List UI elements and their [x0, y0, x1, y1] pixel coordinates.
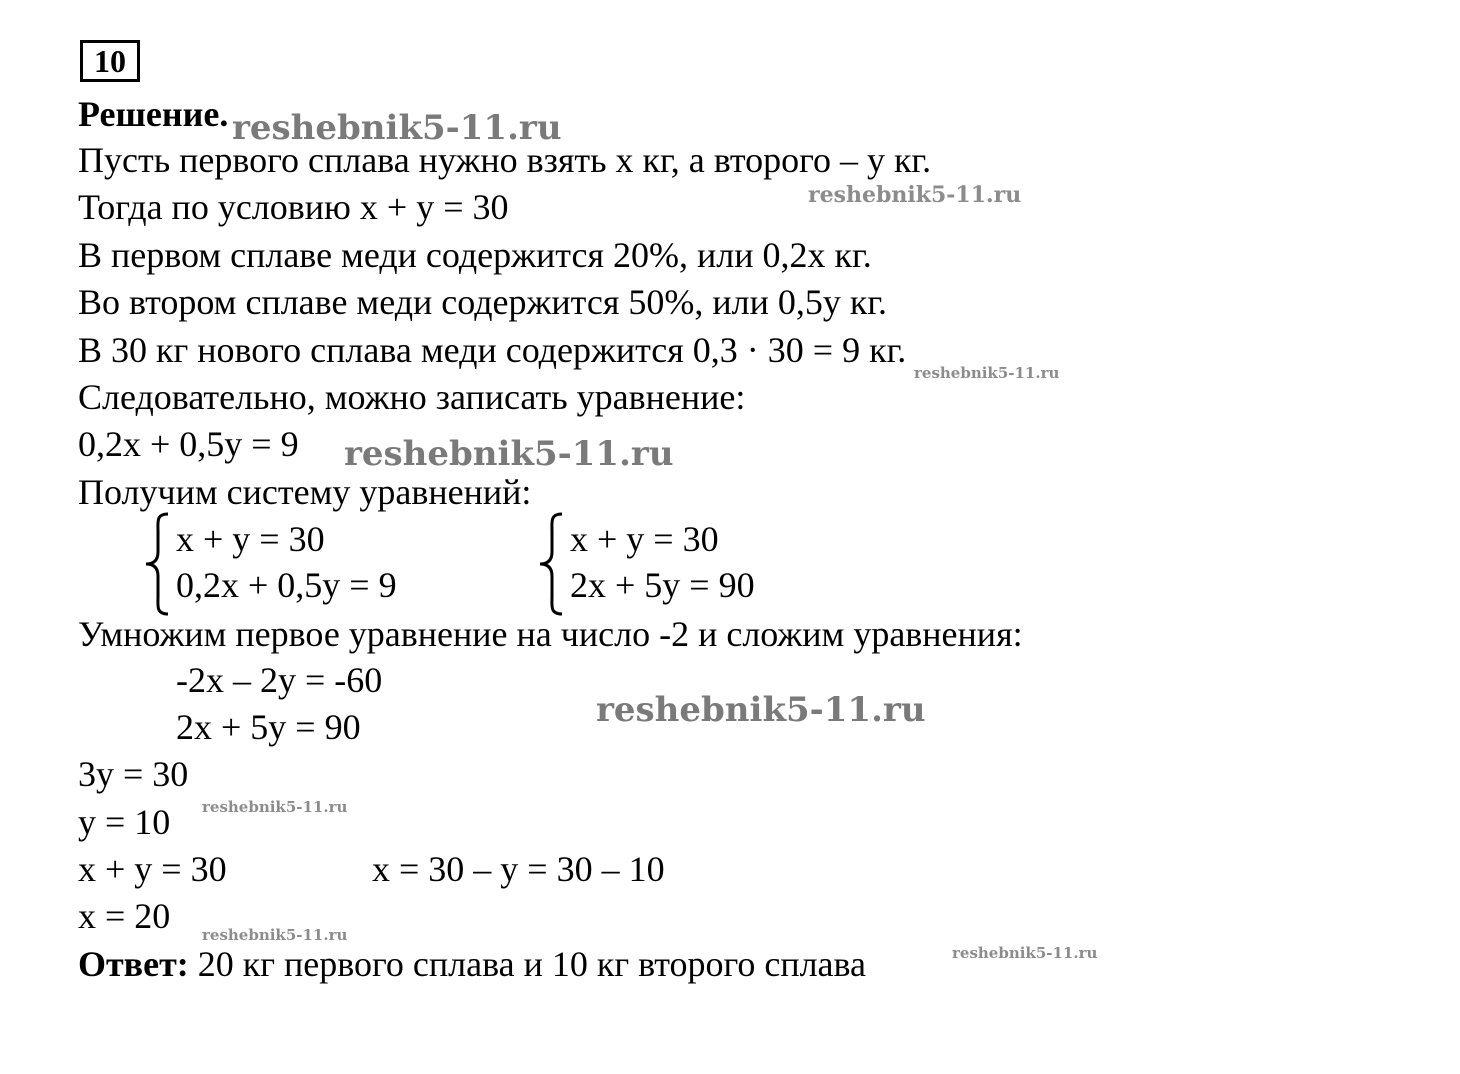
system-left-eq-2: 0,2х + 0,5у = 9 — [176, 565, 397, 605]
text-line-3: В первом сплаве меди содержится 20%, или 0,2х кг. — [78, 235, 872, 275]
watermark: reshebnik5-11.ru — [344, 434, 674, 474]
x-line-a: x + y = 30 — [78, 849, 227, 889]
right-brace-icon — [536, 512, 566, 616]
x-result: x = 20 — [78, 896, 171, 936]
watermark: reshebnik5-11.ru — [596, 690, 926, 730]
watermark: reshebnik5-11.ru — [232, 108, 562, 148]
answer-line — [78, 942, 866, 986]
text-line-4: Во втором сплаве меди содержится 50%, или 0,5у кг. — [78, 282, 888, 322]
left-brace-icon — [142, 512, 172, 616]
watermark: reshebnik5-11.ru — [914, 364, 1060, 382]
sum-line-1: -2х – 2у = -60 — [176, 660, 383, 700]
text-line-6: Следовательно, можно записать уравнение: — [78, 377, 746, 417]
text-line-5: В 30 кг нового сплава меди содержится 0,3 · 30 = 9 кг. — [78, 330, 907, 370]
x-line-b: x = 30 – y = 30 – 10 — [372, 849, 665, 889]
system-right-eq-2: 2х + 5у = 90 — [570, 565, 755, 605]
sum-line-2: 2х + 5у = 90 — [176, 707, 361, 747]
watermark: reshebnik5-11.ru — [808, 182, 1022, 208]
result-line-1: 3у = 30 — [78, 754, 189, 794]
system-right-eq-1: x + y = 30 — [570, 519, 719, 559]
solution-heading: Решение. — [78, 94, 229, 134]
result-line-2: у = 10 — [78, 802, 171, 842]
answer-label: Ответ: — [78, 944, 189, 984]
text-line-1: Пусть первого сплава нужно взять x кг, а второго – у кг. — [78, 140, 932, 180]
watermark: reshebnik5-11.ru — [952, 944, 1098, 962]
system-left-eq-1: x + y = 30 — [176, 519, 325, 559]
text-line-2: Тогда по условию x + y = 30 — [78, 187, 509, 227]
multiply-line: Умножим первое уравнение на число -2 и сложим уравнения: — [78, 614, 1023, 654]
system-right — [570, 516, 755, 608]
text-line-8: Получим систему уравнений: — [78, 472, 532, 512]
system-left — [176, 516, 397, 608]
answer-text: 20 кг первого сплава и 10 кг второго сплава — [197, 944, 867, 984]
text-line-7: 0,2х + 0,5у = 9 — [78, 424, 299, 464]
watermark: reshebnik5-11.ru — [202, 926, 348, 944]
watermark: reshebnik5-11.ru — [202, 798, 348, 816]
problem-number: 10 — [80, 40, 140, 82]
